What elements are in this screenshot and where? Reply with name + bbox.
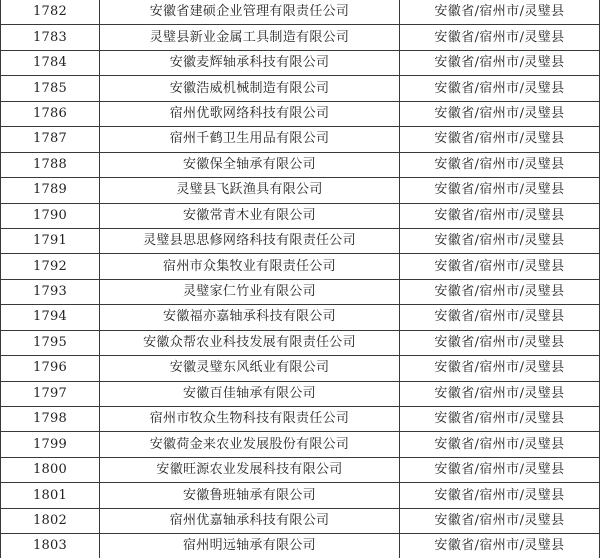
company-name-cell: 安徽麦辉轴承科技有限公司 [100, 50, 400, 75]
region-cell: 安徽省/宿州市/灵璧县 [400, 152, 600, 177]
company-name-cell: 宿州优歌网络科技有限公司 [100, 101, 400, 126]
company-name-cell: 宿州明远轴承有限公司 [100, 534, 400, 558]
row-number-cell: 1795 [1, 330, 100, 355]
company-name-cell: 安徽保全轴承有限公司 [100, 152, 400, 177]
row-number-cell: 1785 [1, 76, 100, 101]
company-name-cell: 安徽众帮农业科技发展有限责任公司 [100, 330, 400, 355]
row-number-cell: 1796 [1, 356, 100, 381]
region-cell: 安徽省/宿州市/灵璧县 [400, 0, 600, 25]
region-cell: 安徽省/宿州市/灵璧县 [400, 279, 600, 304]
region-cell: 安徽省/宿州市/灵璧县 [400, 457, 600, 482]
company-name-cell: 安徽省建硕企业管理有限责任公司 [100, 0, 400, 25]
region-cell: 安徽省/宿州市/灵璧县 [400, 76, 600, 101]
table-row [1, 483, 600, 508]
row-number-cell: 1794 [1, 305, 100, 330]
row-number-cell: 1784 [1, 50, 100, 75]
row-number-cell: 1793 [1, 279, 100, 304]
table-row [1, 152, 600, 177]
table-row [1, 178, 600, 203]
row-number-cell: 1788 [1, 152, 100, 177]
region-cell: 安徽省/宿州市/灵璧县 [400, 432, 600, 457]
region-cell: 安徽省/宿州市/灵璧县 [400, 534, 600, 558]
row-number-cell: 1800 [1, 457, 100, 482]
region-cell: 安徽省/宿州市/灵璧县 [400, 101, 600, 126]
table-row [1, 305, 600, 330]
row-number-cell: 1787 [1, 127, 100, 152]
row-number-cell: 1789 [1, 178, 100, 203]
region-cell: 安徽省/宿州市/灵璧县 [400, 330, 600, 355]
table-row [1, 228, 600, 253]
company-name-cell: 宿州市众集牧业有限责任公司 [100, 254, 400, 279]
row-number-cell: 1791 [1, 228, 100, 253]
table-row [1, 279, 600, 304]
region-cell: 安徽省/宿州市/灵璧县 [400, 407, 600, 432]
table-row [1, 432, 600, 457]
region-cell: 安徽省/宿州市/灵璧县 [400, 356, 600, 381]
region-cell: 安徽省/宿州市/灵璧县 [400, 381, 600, 406]
table-row [1, 330, 600, 355]
company-name-cell: 宿州市牧众生物科技有限责任公司 [100, 407, 400, 432]
row-number-cell: 1801 [1, 483, 100, 508]
company-name-cell: 安徽鲁班轴承有限公司 [100, 483, 400, 508]
region-cell: 安徽省/宿州市/灵璧县 [400, 254, 600, 279]
table-row [1, 50, 600, 75]
company-name-cell: 灵璧县飞跃渔具有限公司 [100, 178, 400, 203]
table-row [1, 25, 600, 50]
row-number-cell: 1786 [1, 101, 100, 126]
company-name-cell: 安徽常青木业有限公司 [100, 203, 400, 228]
company-name-cell: 灵璧县思思修网络科技有限责任公司 [100, 228, 400, 253]
row-number-cell: 1803 [1, 534, 100, 558]
company-name-cell: 灵璧家仁竹业有限公司 [100, 279, 400, 304]
region-cell: 安徽省/宿州市/灵璧县 [400, 508, 600, 533]
company-name-cell: 安徽百佳轴承有限公司 [100, 381, 400, 406]
row-number-cell: 1783 [1, 25, 100, 50]
company-name-cell: 宿州优嘉轴承科技有限公司 [100, 508, 400, 533]
table-row [1, 101, 600, 126]
table-row [1, 356, 600, 381]
row-number-cell: 1792 [1, 254, 100, 279]
row-number-cell: 1799 [1, 432, 100, 457]
region-cell: 安徽省/宿州市/灵璧县 [400, 203, 600, 228]
region-cell: 安徽省/宿州市/灵璧县 [400, 483, 600, 508]
row-number-cell: 1790 [1, 203, 100, 228]
table-row [1, 534, 600, 558]
region-cell: 安徽省/宿州市/灵璧县 [400, 228, 600, 253]
region-cell: 安徽省/宿州市/灵璧县 [400, 305, 600, 330]
region-cell: 安徽省/宿州市/灵璧县 [400, 178, 600, 203]
table-row [1, 127, 600, 152]
company-name-cell: 安徽浩威机械制造有限公司 [100, 76, 400, 101]
company-name-cell: 安徽灵璧东风纸业有限公司 [100, 356, 400, 381]
company-name-cell: 安徽荷金来农业发展股份有限公司 [100, 432, 400, 457]
region-cell: 安徽省/宿州市/灵璧县 [400, 127, 600, 152]
region-cell: 安徽省/宿州市/灵璧县 [400, 50, 600, 75]
row-number-cell: 1797 [1, 381, 100, 406]
company-name-cell: 宿州千鹤卫生用品有限公司 [100, 127, 400, 152]
company-name-cell: 安徽旺源农业发展科技有限公司 [100, 457, 400, 482]
row-number-cell: 1802 [1, 508, 100, 533]
table-row [1, 0, 600, 25]
table-row [1, 381, 600, 406]
table-row [1, 76, 600, 101]
table-body [1, 0, 600, 558]
table-row [1, 203, 600, 228]
company-name-cell: 安徽福亦嘉轴承科技有限公司 [100, 305, 400, 330]
row-number-cell: 1782 [1, 0, 100, 25]
region-cell: 安徽省/宿州市/灵璧县 [400, 25, 600, 50]
table-row [1, 508, 600, 533]
table-row [1, 457, 600, 482]
table-row [1, 254, 600, 279]
row-number-cell: 1798 [1, 407, 100, 432]
company-name-cell: 灵璧县新业金属工具制造有限公司 [100, 25, 400, 50]
table-row [1, 407, 600, 432]
